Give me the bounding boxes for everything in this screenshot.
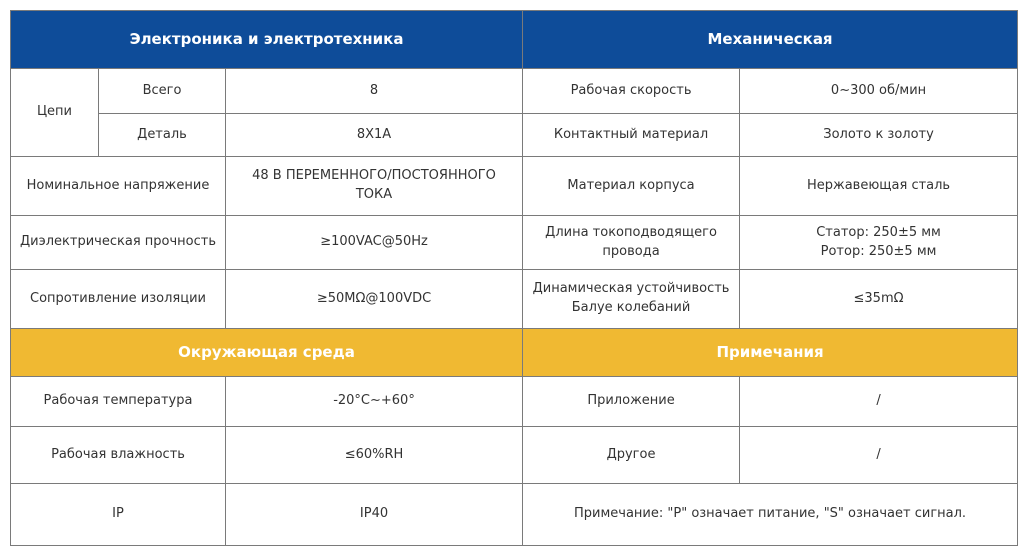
- section-header-row-bottom: [11, 329, 1018, 377]
- voltage-value: 48 В ПЕРЕМЕННОГО/ПОСТОЯННОГО ТОКА: [226, 157, 523, 216]
- table-row: [11, 270, 1018, 329]
- temperature-value: -20°C~+60°: [226, 377, 523, 427]
- circuits-detail-value: 8X1A: [226, 114, 523, 157]
- dynamic-label-line1: Динамическая устойчивость: [532, 281, 730, 297]
- speed-label: Рабочая скорость: [523, 69, 740, 114]
- ip-value: IP40: [226, 484, 523, 546]
- circuits-total-value: 8: [226, 69, 523, 114]
- application-label: Приложение: [523, 377, 740, 427]
- temperature-label: Рабочая температура: [11, 377, 226, 427]
- lead-rotor-value: Ротор: 250±5 мм: [820, 243, 937, 259]
- table-row: [11, 216, 1018, 270]
- section-header-row-top: [11, 11, 1018, 69]
- dielectric-value: ≥100VAC@50Hz: [226, 216, 523, 270]
- spec-table: [10, 10, 1018, 546]
- table-row: [11, 484, 1018, 546]
- speed-value: 0~300 об/мин: [740, 69, 1018, 114]
- voltage-label: Номинальное напряжение: [11, 157, 226, 216]
- table-row: [11, 377, 1018, 427]
- humidity-value: ≤60%RH: [226, 427, 523, 484]
- insulation-label: Сопротивление изоляции: [11, 270, 226, 329]
- environment-section-header: Окружающая среда: [11, 329, 523, 377]
- circuits-total-label: Всего: [99, 69, 226, 114]
- electronics-section-header: Электроника и электротехника: [11, 11, 523, 69]
- housing-material-label: Материал корпуса: [523, 157, 740, 216]
- circuits-detail-label: Деталь: [99, 114, 226, 157]
- other-value: /: [740, 427, 1018, 484]
- notes-section-header: Примечания: [523, 329, 1018, 377]
- insulation-value: ≥50MΩ@100VDC: [226, 270, 523, 329]
- notes-remark: Примечание: "P" означает питание, "S" означает сигнал.: [523, 484, 1018, 546]
- humidity-label: Рабочая влажность: [11, 427, 226, 484]
- table-row: [11, 114, 1018, 157]
- circuits-label: Цепи: [11, 69, 99, 157]
- housing-material-value: Нержавеющая сталь: [740, 157, 1018, 216]
- contact-material-value: Золото к золоту: [740, 114, 1018, 157]
- lead-length-value: [740, 216, 1018, 270]
- table-row: [11, 157, 1018, 216]
- dynamic-label: [523, 270, 740, 329]
- mechanical-section-header: Механическая: [523, 11, 1018, 69]
- ip-label: IP: [11, 484, 226, 546]
- dielectric-label: Диэлектрическая прочность: [11, 216, 226, 270]
- application-value: /: [740, 377, 1018, 427]
- contact-material-label: Контактный материал: [523, 114, 740, 157]
- dynamic-label-line2: Балуе колебаний: [571, 300, 691, 315]
- dynamic-value: ≤35mΩ: [740, 270, 1018, 329]
- lead-length-label: Длина токоподводящего провода: [523, 216, 740, 270]
- table-row: [11, 427, 1018, 484]
- table-row: [11, 69, 1018, 114]
- lead-stator-value: Статор: 250±5 мм: [816, 224, 941, 240]
- other-label: Другое: [523, 427, 740, 484]
